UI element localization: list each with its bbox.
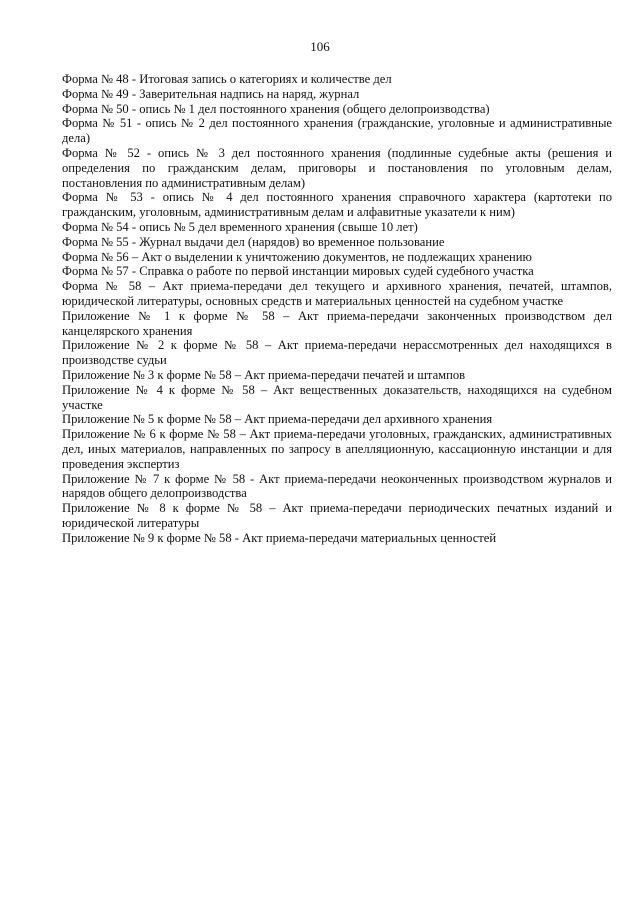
list-item: Приложение № 1 к форме № 58 – Акт приема-передачи законченных производством дел канцелярского хранения (62, 308, 612, 338)
list-item: Форма № 49 - Заверительная надпись на наряд, журнал (62, 86, 360, 101)
list-item: Форма № 55 - Журнал выдачи дел (нарядов) во временное пользование (62, 234, 445, 249)
list-item: Форма № 51 - опись № 2 дел постоянного хранения (гражданские, уголовные и административные дела) (62, 116, 612, 146)
list-item: Форма № 57 - Справка о работе по первой инстанции мировых судей судебного участка (62, 264, 534, 279)
list-item: Приложение № 3 к форме № 58 – Акт приема-передачи печатей и штампов (62, 367, 466, 382)
page-number: 106 (310, 39, 330, 54)
list-item: Приложение № 9 к форме № 58 - Акт приема-передачи материальных ценностей (62, 530, 497, 545)
list-item: Приложение № 7 к форме № 58 - Акт приема-передачи неоконченных производством журналов и нарядов общего делопроизводства (62, 471, 612, 501)
list-item: Форма № 56 – Акт о выделении к уничтожению документов, не подлежащих хранению (62, 249, 532, 264)
list-item: Форма № 54 - опись № 5 дел временного хранения (свыше 10 лет) (62, 219, 418, 234)
list-item: Приложение № 8 к форме № 58 – Акт приема-передачи периодических печатных изданий и юридической литературы (62, 501, 612, 530)
list-item: Форма № 48 - Итоговая запись о категориях и количестве дел (62, 72, 392, 86)
list-item: Форма № 58 – Акт приема-передачи дел текущего и архивного хранения, печатей, штампов, юридической литературы, основных средств и материальных ценностей на судебном участке (62, 279, 612, 308)
list-item: Приложение № 5 к форме № 58 – Акт приема-передачи дел архивного хранения (62, 412, 493, 427)
list-item: Приложение № 2 к форме № 58 – Акт приема-передачи нерассмотренных дел находящихся в производстве судьи (62, 338, 612, 368)
forms-list (62, 72, 612, 546)
list-item: Приложение № 4 к форме № 58 – Акт вещественных доказательств, находящихся на судебном участке (62, 382, 612, 412)
list-item: Приложение № 6 к форме № 58 – Акт приема-передачи уголовных, гражданских, административных дел, иных материалов, направленных по запросу в апелляционную, кассационную инстанции и для проведения экспертиз (62, 427, 612, 471)
list-item: Форма № 53 - опись № 4 дел постоянного хранения справочного характера (картотеки по гражданским, уголовным, административным делам и алфавитные указатели к ним) (62, 190, 612, 220)
list-item: Форма № 50 - опись № 1 дел постоянного хранения (общего делопроизводства) (62, 101, 490, 116)
list-item: Форма № 52 - опись № 3 дел постоянного хранения (подлинные судебные акты (решения и определения по гражданским делам, приговоры и постановления по уголовным делам, постановления по административным делам) (62, 145, 612, 190)
